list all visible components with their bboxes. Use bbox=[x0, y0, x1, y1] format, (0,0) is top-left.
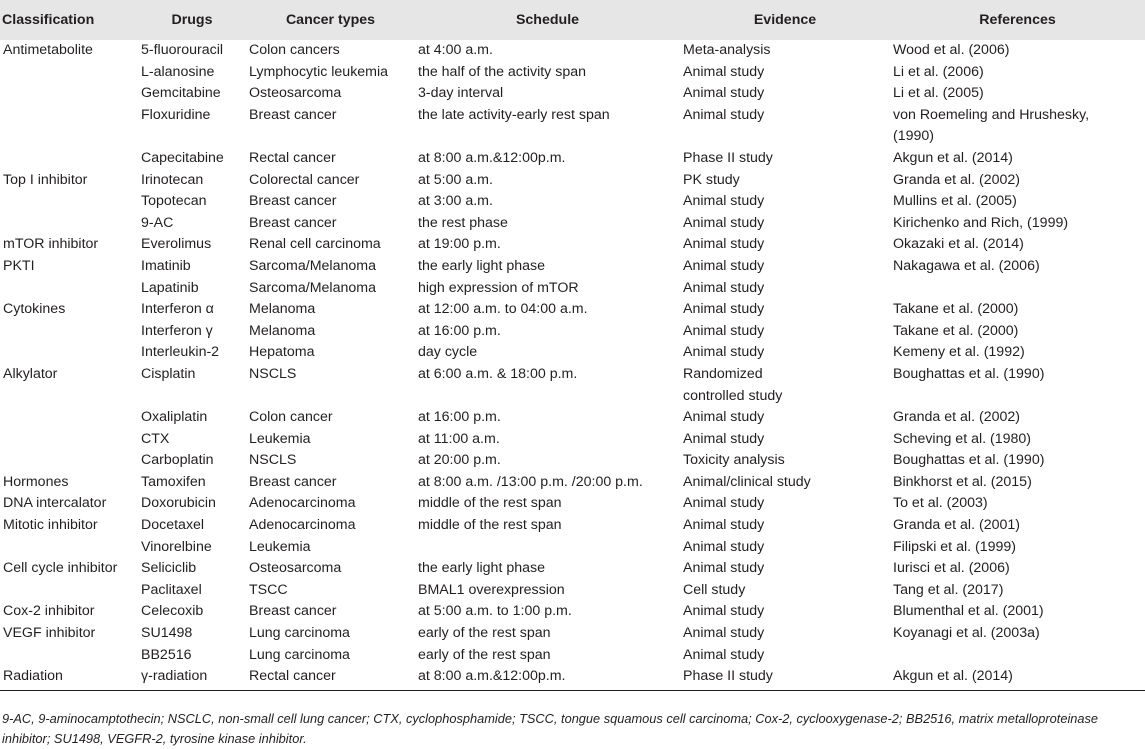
cell-evidence: Animal study bbox=[683, 193, 765, 210]
cell-classification: PKTI bbox=[3, 257, 35, 274]
cell-drug: Floxuridine bbox=[141, 106, 211, 123]
cell-reference: Granda et al. (2001) bbox=[893, 517, 1020, 534]
cell-drug: Paclitaxel bbox=[141, 581, 202, 598]
cell-schedule: at 5:00 a.m. bbox=[418, 171, 493, 188]
cell-cancer-type: Adenocarcinoma bbox=[249, 517, 356, 534]
cell-schedule: at 11:00 a.m. bbox=[418, 430, 500, 447]
table-row bbox=[0, 299, 1145, 321]
cell-cancer-type: Osteosarcoma bbox=[249, 560, 342, 577]
cell-schedule: the late activity-early rest span bbox=[418, 106, 610, 123]
cell-schedule: at 4:00 a.m. bbox=[418, 42, 493, 58]
cell-drug: Doxorubicin bbox=[141, 495, 216, 512]
cell-drug: Interleukin-2 bbox=[141, 344, 220, 361]
cell-cancer-type: Lung carcinoma bbox=[249, 625, 350, 642]
cell-reference: Akgun et al. (2014) bbox=[893, 149, 1013, 166]
cell-drug: γ-radiation bbox=[138, 666, 246, 690]
cell-drug: Tamoxifen bbox=[141, 473, 206, 490]
cell-schedule: at 20:00 p.m. bbox=[418, 452, 501, 469]
cell-drug: Topotecan bbox=[141, 193, 207, 210]
cell-reference: Kemeny et al. (1992) bbox=[893, 344, 1025, 361]
table-row bbox=[0, 105, 1145, 148]
cell-evidence: Toxicity analysis bbox=[683, 452, 785, 469]
cell-cancer-type: Sarcoma/Melanoma bbox=[249, 257, 376, 274]
cell-classification: Radiation bbox=[0, 666, 138, 690]
cell-reference: Filipski et al. (1999) bbox=[893, 538, 1017, 555]
table-row bbox=[0, 645, 1145, 667]
cell-reference: von Roemeling and Hrushesky, (1990) bbox=[893, 106, 1090, 145]
table-footnote: 9-AC, 9-aminocamptothecin; NSCLC, non-small cell lung cancer; CTX, cyclophosphamide; TSCC, tongue squamous cell carcinoma; Cox-2, cyclooxygenase-2; BB2516, matrix metalloproteinase inhibitor; SU1498, VEGFR-2, tyrosine kinase inhibitor. bbox=[2, 711, 1099, 746]
cell-classification: Mitotic inhibitor bbox=[3, 517, 98, 534]
cell-schedule bbox=[415, 537, 680, 559]
cell-cancer-type: Lung carcinoma bbox=[249, 646, 350, 663]
cell-evidence: Meta-analysis bbox=[683, 42, 771, 58]
cell-reference: Binkhorst et al. (2015) bbox=[893, 473, 1032, 490]
header-schedule: Schedule bbox=[415, 0, 680, 40]
cell-schedule: the half of the activity span bbox=[418, 63, 586, 80]
cell-reference: Akgun et al. (2014) bbox=[890, 666, 1145, 690]
cell-classification bbox=[0, 645, 138, 667]
cell-classification: Antimetabolite bbox=[3, 42, 93, 58]
cell-cancer-type: NSCLS bbox=[249, 452, 297, 469]
cell-evidence: Animal study bbox=[683, 495, 765, 512]
cell-classification bbox=[0, 62, 138, 84]
cell-schedule: at 19:00 p.m. bbox=[418, 236, 501, 253]
table-row bbox=[0, 342, 1145, 364]
table-row bbox=[0, 472, 1145, 494]
cell-classification bbox=[0, 537, 138, 559]
cell-schedule: 3-day interval bbox=[418, 85, 504, 102]
table-row bbox=[0, 278, 1145, 300]
cell-classification bbox=[0, 191, 138, 213]
cell-reference: Granda et al. (2002) bbox=[893, 171, 1020, 188]
cell-drug: L-alanosine bbox=[141, 63, 215, 80]
cell-cancer-type: Osteosarcoma bbox=[249, 85, 342, 102]
table-row bbox=[0, 234, 1145, 256]
cell-reference: Tang et al. (2017) bbox=[893, 581, 1004, 598]
cell-evidence: Phase II study bbox=[680, 666, 890, 690]
cell-cancer-type: Melanoma bbox=[249, 301, 316, 318]
cell-reference: Wood et al. (2006) bbox=[893, 42, 1010, 58]
table-row bbox=[0, 450, 1145, 472]
cell-classification bbox=[0, 580, 138, 602]
table-row bbox=[0, 62, 1145, 84]
cell-evidence: Animal study bbox=[683, 517, 765, 534]
cell-schedule: at 16:00 p.m. bbox=[418, 409, 501, 426]
cell-classification bbox=[0, 105, 138, 148]
table-row bbox=[0, 493, 1145, 515]
cell-cancer-type: Rectal cancer bbox=[246, 666, 415, 690]
cell-schedule: at 6:00 a.m. & 18:00 p.m. bbox=[418, 365, 578, 382]
cell-classification bbox=[0, 278, 138, 300]
cell-schedule: at 5:00 a.m. to 1:00 p.m. bbox=[418, 603, 572, 620]
cell-evidence: Animal study bbox=[683, 409, 765, 426]
cell-drug: Imatinib bbox=[141, 257, 191, 274]
cell-reference: Nakagawa et al. (2006) bbox=[893, 257, 1040, 274]
table-row bbox=[0, 213, 1145, 235]
cell-schedule: middle of the rest span bbox=[418, 495, 562, 512]
cell-classification bbox=[0, 407, 138, 429]
cell-evidence: Randomized controlled study bbox=[683, 365, 783, 404]
table-header bbox=[0, 0, 1145, 40]
cell-evidence: Animal study bbox=[683, 344, 765, 361]
table-row bbox=[0, 256, 1145, 278]
table-row bbox=[0, 364, 1145, 407]
cell-evidence: Animal study bbox=[683, 85, 765, 102]
cell-drug: Everolimus bbox=[141, 236, 212, 253]
cell-drug: 9-AC bbox=[141, 214, 174, 231]
cell-classification bbox=[0, 321, 138, 343]
cell-drug: Carboplatin bbox=[141, 452, 214, 469]
cell-drug: Cisplatin bbox=[141, 365, 196, 382]
cell-cancer-type: Colorectal cancer bbox=[249, 171, 360, 188]
cell-cancer-type: TSCC bbox=[249, 581, 288, 598]
cell-drug: Vinorelbine bbox=[141, 538, 212, 555]
cell-classification: DNA intercalator bbox=[3, 495, 107, 512]
cell-evidence: Animal study bbox=[683, 301, 765, 318]
cell-evidence: Animal study bbox=[683, 560, 765, 577]
cell-evidence: Animal study bbox=[683, 236, 765, 253]
header-cancer-types: Cancer types bbox=[246, 0, 415, 40]
table-row bbox=[0, 83, 1145, 105]
header-references: References bbox=[890, 0, 1145, 40]
cell-cancer-type: Breast cancer bbox=[249, 193, 337, 210]
cell-classification bbox=[0, 429, 138, 451]
cell-cancer-type: Sarcoma/Melanoma bbox=[249, 279, 376, 296]
cell-reference: Blumenthal et al. (2001) bbox=[893, 603, 1044, 620]
cell-schedule: early of the rest span bbox=[418, 646, 551, 663]
cell-reference: To et al. (2003) bbox=[893, 495, 988, 512]
cell-evidence: Animal study bbox=[683, 214, 765, 231]
cell-drug: Irinotecan bbox=[141, 171, 204, 188]
cell-cancer-type: Melanoma bbox=[249, 322, 316, 339]
cell-reference: Takane et al. (2000) bbox=[893, 322, 1019, 339]
header-classification: Classification bbox=[0, 0, 138, 40]
cell-cancer-type: Breast cancer bbox=[249, 603, 337, 620]
cell-drug: Celecoxib bbox=[141, 603, 204, 620]
cell-schedule: at 12:00 a.m. to 04:00 a.m. bbox=[418, 301, 588, 318]
cell-drug: Docetaxel bbox=[141, 517, 205, 534]
cell-evidence: Animal study bbox=[683, 538, 765, 555]
cell-evidence: Animal study bbox=[683, 257, 765, 274]
cell-cancer-type: Breast cancer bbox=[249, 106, 337, 123]
cell-classification: Hormones bbox=[3, 473, 69, 490]
cell-cancer-type: Leukemia bbox=[249, 538, 311, 555]
cell-reference: Kirichenko and Rich, (1999) bbox=[893, 214, 1069, 231]
cell-evidence: Animal study bbox=[683, 63, 765, 80]
table-row bbox=[0, 407, 1145, 429]
cell-classification: Cell cycle inhibitor bbox=[3, 560, 118, 577]
cell-evidence: Animal/clinical study bbox=[683, 473, 811, 490]
cell-evidence: Animal study bbox=[683, 625, 765, 642]
cell-classification: Cytokines bbox=[3, 301, 66, 318]
cell-classification: Top I inhibitor bbox=[3, 171, 88, 188]
cell-evidence: Animal study bbox=[683, 603, 765, 620]
cell-schedule: high expression of mTOR bbox=[418, 279, 579, 296]
cell-evidence: Phase II study bbox=[683, 149, 773, 166]
table-row bbox=[0, 515, 1145, 537]
cell-evidence: PK study bbox=[683, 171, 740, 188]
cell-schedule: BMAL1 overexpression bbox=[418, 581, 565, 598]
cell-drug: BB2516 bbox=[141, 646, 192, 663]
table-row bbox=[0, 666, 1145, 690]
cell-cancer-type: NSCLS bbox=[249, 365, 297, 382]
cell-reference: Granda et al. (2002) bbox=[893, 409, 1020, 426]
cell-schedule: middle of the rest span bbox=[418, 517, 562, 534]
cell-schedule: at 8:00 a.m.&12:00p.m. bbox=[415, 666, 680, 690]
cell-reference: Boughattas et al. (1990) bbox=[893, 365, 1045, 382]
cell-classification bbox=[0, 148, 138, 170]
table-row bbox=[0, 558, 1145, 580]
cell-classification bbox=[0, 450, 138, 472]
cell-drug: Seliciclib bbox=[141, 560, 197, 577]
header-row bbox=[0, 0, 1145, 40]
cell-reference: Li et al. (2006) bbox=[893, 63, 984, 80]
cell-cancer-type: Renal cell carcinoma bbox=[249, 236, 381, 253]
cell-schedule: the rest phase bbox=[418, 214, 508, 231]
cell-schedule: the early light phase bbox=[418, 560, 545, 577]
cell-classification: Alkylator bbox=[3, 365, 58, 382]
cell-reference: Li et al. (2005) bbox=[893, 85, 984, 102]
table-row bbox=[0, 601, 1145, 623]
cell-evidence: Animal study bbox=[683, 322, 765, 339]
cell-reference: Mullins et al. (2005) bbox=[893, 193, 1017, 210]
cell-evidence: Animal study bbox=[683, 106, 765, 123]
cell-cancer-type: Hepatoma bbox=[249, 344, 315, 361]
cell-classification bbox=[0, 83, 138, 105]
cell-drug: Interferon α bbox=[141, 301, 214, 318]
cell-schedule: day cycle bbox=[418, 344, 478, 361]
cell-cancer-type: Breast cancer bbox=[249, 214, 337, 231]
cell-drug: Lapatinib bbox=[141, 279, 199, 296]
cell-reference: Takane et al. (2000) bbox=[893, 301, 1019, 318]
header-evidence: Evidence bbox=[680, 0, 890, 40]
cell-reference bbox=[890, 278, 1145, 300]
table-row bbox=[0, 170, 1145, 192]
cell-drug: Interferon γ bbox=[141, 322, 213, 339]
cell-cancer-type: Lymphocytic leukemia bbox=[249, 63, 389, 80]
cell-drug: Capecitabine bbox=[141, 149, 224, 166]
cell-reference: Iurisci et al. (2006) bbox=[893, 560, 1010, 577]
cell-schedule: early of the rest span bbox=[418, 625, 551, 642]
table-row bbox=[0, 580, 1145, 602]
cell-schedule: at 3:00 a.m. bbox=[418, 193, 493, 210]
cell-cancer-type: Rectal cancer bbox=[249, 149, 336, 166]
table-row bbox=[0, 623, 1145, 645]
cell-reference: Boughattas et al. (1990) bbox=[893, 452, 1045, 469]
table-row bbox=[0, 148, 1145, 170]
header-drugs: Drugs bbox=[138, 0, 246, 40]
cell-classification: VEGF inhibitor bbox=[3, 625, 96, 642]
cell-reference: Koyanagi et al. (2003a) bbox=[893, 625, 1040, 642]
cell-evidence: Animal study bbox=[683, 430, 765, 447]
cell-evidence: Cell study bbox=[683, 581, 746, 598]
cell-evidence: Animal study bbox=[683, 646, 765, 663]
cell-evidence: Animal study bbox=[683, 279, 765, 296]
cell-schedule: at 16:00 p.m. bbox=[418, 322, 501, 339]
table-row bbox=[0, 429, 1145, 451]
cell-schedule: the early light phase bbox=[418, 257, 545, 274]
table-row bbox=[0, 191, 1145, 213]
cell-drug: 5-fluorouracil bbox=[141, 42, 224, 58]
cell-drug: Oxaliplatin bbox=[141, 409, 208, 426]
cell-reference bbox=[890, 645, 1145, 667]
cell-cancer-type: Breast cancer bbox=[249, 473, 337, 490]
cell-drug: Gemcitabine bbox=[141, 85, 221, 102]
cell-classification: Cox-2 inhibitor bbox=[3, 603, 95, 620]
cell-cancer-type: Leukemia bbox=[249, 430, 311, 447]
cell-cancer-type: Adenocarcinoma bbox=[249, 495, 356, 512]
table-row bbox=[0, 321, 1145, 343]
table-body bbox=[0, 40, 1145, 690]
cell-classification bbox=[0, 213, 138, 235]
table-row bbox=[0, 537, 1145, 559]
cell-drug: SU1498 bbox=[141, 625, 193, 642]
cell-schedule: at 8:00 a.m.&12:00p.m. bbox=[418, 149, 566, 166]
cell-reference: Okazaki et al. (2014) bbox=[893, 236, 1024, 253]
cell-cancer-type: Colon cancer bbox=[249, 409, 333, 426]
cell-reference: Scheving et al. (1980) bbox=[893, 430, 1032, 447]
cell-cancer-type: Colon cancers bbox=[249, 42, 340, 58]
cell-classification: mTOR inhibitor bbox=[3, 236, 99, 253]
cell-drug: CTX bbox=[141, 430, 170, 447]
cell-schedule: at 8:00 a.m. /13:00 p.m. /20:00 p.m. bbox=[418, 473, 643, 490]
cell-classification bbox=[0, 342, 138, 364]
table-row bbox=[0, 40, 1145, 62]
